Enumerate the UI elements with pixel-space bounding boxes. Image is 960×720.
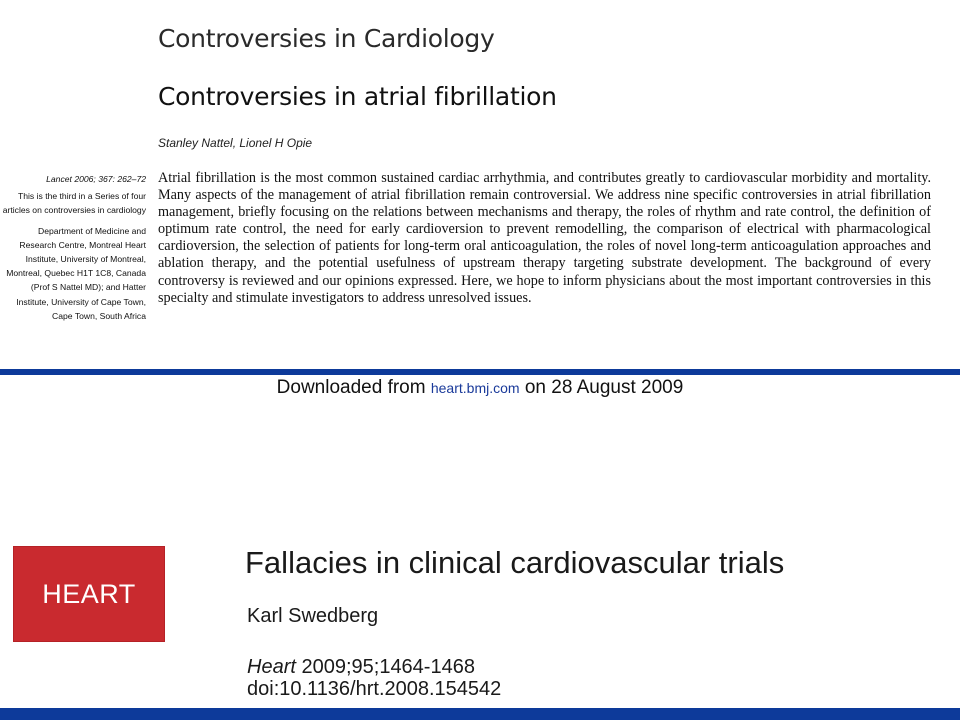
article-doi: doi:10.1136/hrt.2008.154542 <box>247 678 502 700</box>
second-article-citation <box>247 656 501 700</box>
download-prefix: Downloaded from <box>276 377 431 398</box>
article-sidebar <box>0 172 146 323</box>
journal-name: Heart <box>247 656 296 678</box>
author-affiliation: Department of Medicine and Research Centre, Montreal Heart Institute, University of Montreal, Montreal, Quebec H1T 1C8, Canada (Prof S Nattel MD); and Hatter Institute, University of Cape Town, Cape Town, South Africa <box>6 225 146 321</box>
divider-bar-bottom <box>0 708 960 720</box>
article-authors: Stanley Nattel, Lionel H Opie <box>158 136 313 150</box>
journal-citation: Lancet 2006; 367: 262–72 <box>46 174 146 184</box>
journal-volume: 2009;95;1464-1468 <box>295 656 475 678</box>
series-note: This is the third in a Series of four articles on controversies in cardiology <box>2 191 146 216</box>
second-article-title: Fallacies in clinical cardiovascular trials <box>245 545 785 580</box>
download-site-link[interactable]: heart.bmj.com <box>430 380 520 396</box>
article-title: Controversies in atrial fibrillation <box>158 82 557 111</box>
article-abstract: Atrial fibrillation is the most common sustained cardiac arrhythmia, and contributes greatly to cardiovascular morbidity and mortality. Many aspects of the management of atrial fibrillation remain controversial. We address nine specific controversies in atrial fibrillation management, briefly focusing on the relations between mechanisms and therapy, the roles of rhythm and rate control, the definition of optimum rate control, the need for early cardioversion to prevent remodelling, the comparison of electrical with pharmacological cardioversion, the selection of patients for long-term oral anticoagulation, the roles of novel long-term anticoagulation approaches and ablation therapy, and the potential usefulness of upstream therapy targeting substrate development. The background of every controversy is reviewed and our opinions expressed. Here, we hope to inform physicians about the most important controversies in this specialty and stimulate investigators to address unresolved issues. <box>158 170 931 306</box>
download-notice <box>0 377 960 399</box>
download-date: on 28 August 2009 <box>519 377 684 398</box>
heart-journal-logo <box>13 546 165 642</box>
series-kicker: Controversies in Cardiology <box>158 24 495 53</box>
logo-text: HEART <box>42 578 136 609</box>
second-article-author: Karl Swedberg <box>247 605 379 627</box>
divider-bar-top <box>0 369 960 375</box>
